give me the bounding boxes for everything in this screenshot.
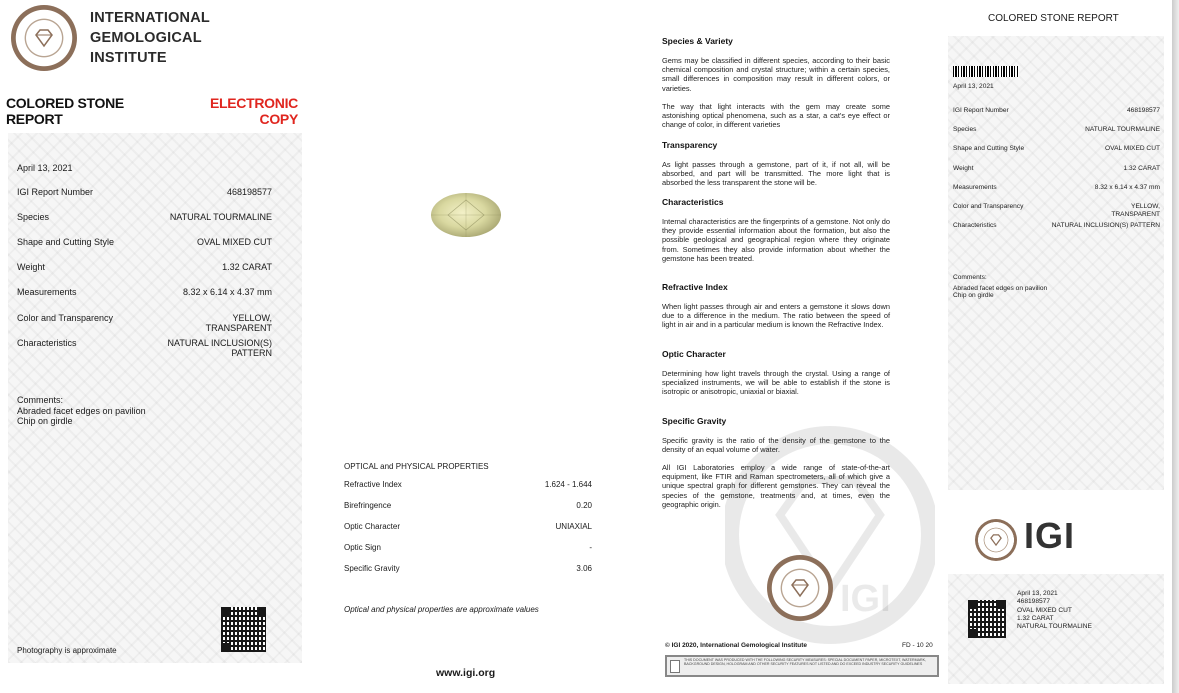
- igi-seal-stamp: [767, 555, 833, 621]
- row-value: NATURAL TOURMALINE: [1085, 126, 1160, 133]
- electronic-copy-line-2: COPY: [259, 111, 298, 127]
- info-heading: Characteristics: [662, 197, 724, 207]
- row-label: Specific Gravity: [344, 564, 400, 573]
- comments-label: Comments:: [953, 274, 987, 281]
- card-date: April 13, 2021: [1017, 590, 1058, 597]
- row-label: Refractive Index: [344, 480, 402, 489]
- row-value-line-1: YELLOW,: [232, 313, 272, 323]
- row-value: 1.32 CARAT: [1123, 165, 1160, 172]
- row-label: Weight: [17, 262, 45, 272]
- form-code: FD - 10 20: [902, 642, 933, 649]
- row-value-line-2: TRANSPARENT: [205, 323, 272, 333]
- info-paragraph: Determining how light travels through the crystal. Using a range of specialized instruments, we will be able to establish if the stone is isotropic or anisotropic, uniaxial or biaxial.: [662, 369, 890, 397]
- row-value: OVAL MIXED CUT: [196, 237, 272, 247]
- comment-line: Abraded facet edges on pavilion: [17, 405, 146, 416]
- row-label: Shape and Cutting Style: [17, 237, 115, 247]
- row-label: Species: [953, 126, 977, 133]
- row-label: Optic Sign: [344, 543, 381, 552]
- row-value: 468198577: [1126, 107, 1160, 114]
- comment-line: Abraded facet edges on pavilion: [953, 284, 1048, 292]
- brand-name: [90, 8, 210, 68]
- row-label: Birefringence: [344, 501, 392, 510]
- row-value: NATURAL INCLUSION(S) PATTERN: [1051, 222, 1160, 229]
- info-heading: Refractive Index: [662, 282, 728, 292]
- diamond-icon: [33, 27, 55, 49]
- document-icon: [670, 660, 680, 673]
- row-label: Shape and Cutting Style: [953, 145, 1025, 152]
- right-comments: [953, 274, 1047, 300]
- info-paragraph: Internal characteristics are the fingerprints of a gemstone. Not only do they provide essential information about the formation, but also the possible geological and geographical region where they originate from. Sometimes they also provide information about whether the gemstone has been treated.: [662, 217, 890, 263]
- igi-logo-text: IGI: [1024, 515, 1076, 556]
- info-heading: Optic Character: [662, 349, 726, 359]
- row-label: Measurements: [17, 287, 77, 297]
- card-species: NATURAL TOURMALINE: [1017, 623, 1092, 631]
- page-edge: [1172, 0, 1179, 693]
- row-label: Color and Transparency: [953, 203, 1024, 210]
- brand-line-3: INSTITUTE: [90, 50, 167, 66]
- info-paragraph: Specific gravity is the ratio of the density of the gemstone to the density of an equal volume of water.: [662, 436, 890, 455]
- igi-logo-seal: [975, 519, 1017, 561]
- info-heading: Transparency: [662, 140, 718, 150]
- row-value: [132, 313, 272, 333]
- row-label: Weight: [953, 165, 974, 172]
- row-value: 1.624 - 1.644: [544, 480, 592, 489]
- row-value: 8.32 x 6.14 x 4.37 mm: [182, 287, 272, 297]
- row-value-line-2: TRANSPARENT: [1111, 210, 1160, 218]
- row-value: 0.20: [576, 501, 592, 510]
- comments-label: Comments:: [17, 395, 64, 405]
- card-cut: OVAL MIXED CUT: [1017, 606, 1072, 614]
- right-details-panel: [948, 36, 1164, 490]
- security-strip: [665, 655, 939, 677]
- watermark-seal: [725, 420, 935, 650]
- copyright: © IGI 2020, International Gemological Institute: [665, 642, 808, 649]
- info-heading: Specific Gravity: [662, 416, 727, 426]
- barcode: [953, 66, 1019, 77]
- row-value: [1040, 203, 1160, 218]
- comments: [17, 395, 146, 427]
- info-paragraph: The way that light interacts with the gem may create some astonishing optical phenomena, such as a star, a cat's eye effect or change of color, in different varieties: [662, 102, 890, 130]
- brand-line-2: GEMOLOGICAL: [90, 30, 202, 46]
- report-title-line-2: REPORT: [6, 111, 63, 127]
- comment-line: Chip on girdle: [953, 292, 994, 299]
- row-label: Color and Transparency: [17, 313, 114, 323]
- row-value-line-1: NATURAL INCLUSION(S): [167, 338, 272, 348]
- row-value-line-1: YELLOW,: [1131, 203, 1160, 210]
- diamond-icon: [789, 577, 811, 599]
- report-title: [6, 95, 124, 127]
- info-paragraph: When light passes through air and enters a gemstone it slows down due to a difference in the medium. The ratio between the speed of light in air and in a particular medium is known the Refractive Index.: [662, 302, 890, 330]
- row-value: UNIAXIAL: [555, 522, 592, 531]
- info-paragraph: All IGI Laboratories employ a wide range of state-of-the-art equipment, like FTIR and Raman spectrometers, all of which give a unique spectral graph for different gemstones. They can reveal the species of the gemstone, treatments and, at times, even the geographic origin.: [662, 463, 890, 509]
- security-text: THIS DOCUMENT WAS PRODUCED WITH THE FOLLOWING SECURITY MEASURES: SPECIAL DOCUMENT PAPER, MICROTEXT, WATERMARK, BACKGROUND DESIGN, HOLOGRAM AND OTHER SECURITY FEATURES NOT LISTED AND DO EXCEED INDUSTRY SECURITY GUIDELINES: [684, 658, 926, 667]
- watermark-logo: IGI: [840, 578, 891, 620]
- right-report-title: COLORED STONE REPORT: [988, 13, 1119, 24]
- card-weight: 1.32 CARAT: [1017, 614, 1054, 622]
- optical-note: Optical and physical properties are approximate values: [344, 605, 539, 614]
- row-label: Characteristics: [953, 222, 997, 229]
- row-label: Characteristics: [17, 338, 77, 348]
- diamond-icon: [989, 533, 1003, 547]
- row-value: [132, 338, 272, 358]
- card-qr-code[interactable]: [968, 600, 1006, 638]
- row-label: Species: [17, 212, 50, 222]
- row-label: IGI Report Number: [953, 107, 1009, 114]
- comment-line: Chip on girdle: [17, 416, 73, 426]
- report-date-value: April 13, 2021: [17, 163, 73, 173]
- row-value: OVAL MIXED CUT: [1105, 145, 1160, 152]
- qr-code[interactable]: [221, 607, 266, 652]
- electronic-copy-line-1: ELECTRONIC: [209, 95, 298, 111]
- row-value: 3.06: [576, 564, 592, 573]
- right-report-date: April 13, 2021: [953, 83, 994, 90]
- row-value: 8.32 x 6.14 x 4.37 mm: [1094, 184, 1160, 191]
- row-value-line-2: PATTERN: [231, 348, 272, 358]
- igi-seal-logo: [11, 5, 77, 71]
- row-label: Measurements: [953, 184, 997, 191]
- electronic-copy-label: [190, 95, 298, 127]
- info-paragraph: Gems may be classified in different species, according to their basic chemical composition and crystal structure; within a certain species, small differences in composition may result in different colors, or varieties.: [662, 56, 890, 93]
- optical-title: OPTICAL and PHYSICAL PROPERTIES: [344, 462, 489, 471]
- website-link[interactable]: www.igi.org: [436, 667, 496, 679]
- photography-note: Photography is approximate: [17, 646, 117, 655]
- card-details: [1017, 590, 1092, 631]
- info-paragraph: As light passes through a gemstone, part of it, if not all, will be absorbed, and part will be transmitted. The more light that is absorbed the less transparent the stone will be.: [662, 160, 890, 188]
- row-label: IGI Report Number: [17, 187, 94, 197]
- card-number: 468198577: [1017, 598, 1051, 606]
- row-value: 1.32 CARAT: [222, 262, 272, 272]
- row-value: -: [589, 543, 592, 552]
- row-value: 468198577: [226, 187, 272, 197]
- report-title-line-1: COLORED STONE: [6, 95, 124, 111]
- info-heading: Species & Variety: [662, 36, 733, 46]
- row-label: Optic Character: [344, 522, 401, 531]
- row-value: NATURAL TOURMALINE: [169, 212, 272, 222]
- gemstone-photo: [430, 192, 502, 238]
- brand-line-1: INTERNATIONAL: [90, 10, 210, 26]
